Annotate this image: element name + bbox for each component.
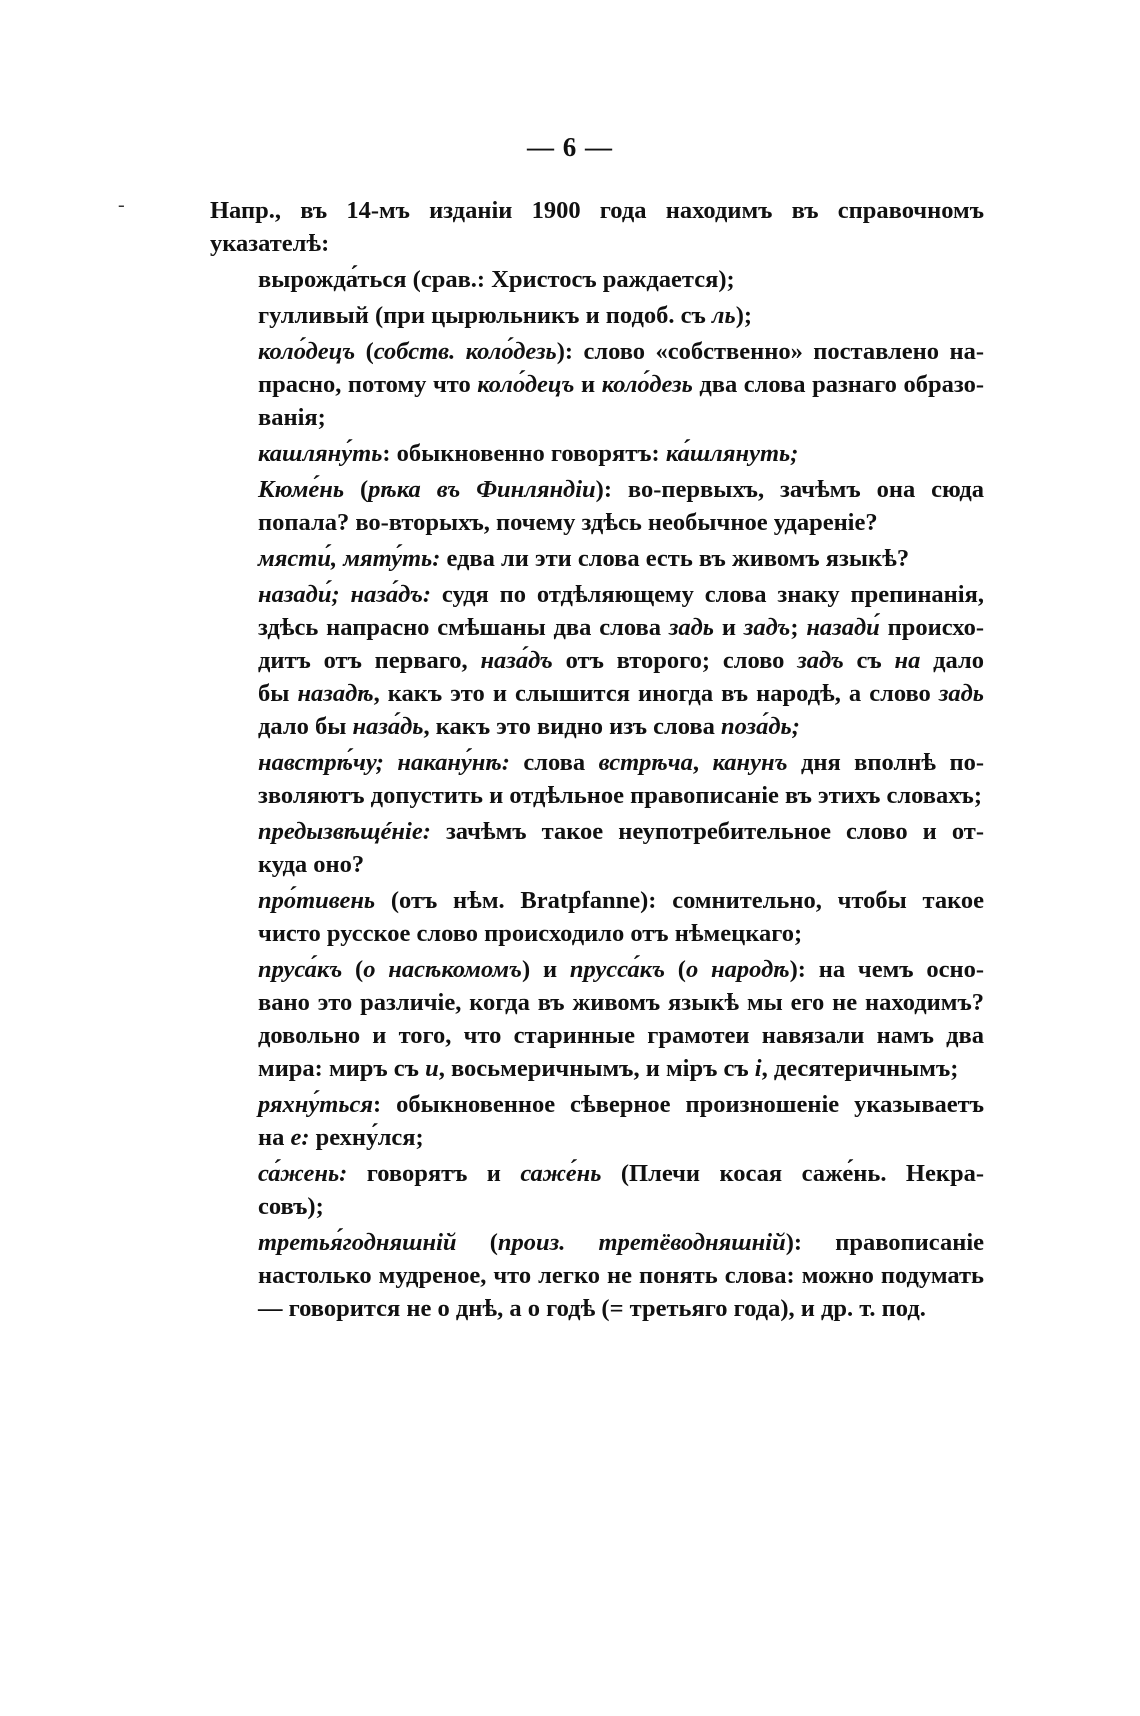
entry-text: мира: миръ съ xyxy=(258,1055,426,1082)
entry-text: здѣсь напрасно смѣшаны два слова xyxy=(258,614,669,641)
dictionary-entry xyxy=(210,1157,984,1223)
entry-line xyxy=(210,1121,984,1154)
entry-word: и xyxy=(425,1055,439,1082)
entry-line xyxy=(210,1226,984,1259)
entry-word: задъ xyxy=(743,614,791,641)
entry-text: прасно, потому что xyxy=(258,371,478,398)
entry-text: и xyxy=(713,614,744,641)
entry-line xyxy=(210,437,984,470)
entry-word: коло́децъ xyxy=(258,338,356,365)
entry-line xyxy=(210,710,984,743)
dictionary-entry xyxy=(210,953,984,1085)
entry-text: вано это различіе, когда въ живомъ языкѣ мы его не находимъ? xyxy=(258,989,984,1016)
entry-text: — говорится не о днѣ, а о годѣ (= третьяго года), и др. т. под. xyxy=(258,1295,926,1322)
entry-line xyxy=(210,1292,984,1325)
entry-word: назади́; наза́дъ: xyxy=(258,581,432,608)
entry-word: коло́дезь xyxy=(601,371,693,398)
entry-text: зачѣмъ такое неупотребительное слово и от- xyxy=(430,818,984,845)
entry-word: ряхну́ться xyxy=(258,1091,374,1118)
entry-text: происхо- xyxy=(879,614,984,641)
entry-text: (отъ нѣм. Bratpfanne): сомнительно, чтобы такое xyxy=(375,887,984,914)
entry-text: ( xyxy=(355,338,374,365)
entry-word: наза́дь xyxy=(352,713,424,740)
entry-line xyxy=(210,917,984,950)
intro-paragraph xyxy=(210,194,984,260)
entry-word: задъ xyxy=(797,647,844,674)
entry-word: произ. третёводняшній xyxy=(497,1229,786,1256)
entry-text: ) и xyxy=(521,956,570,983)
entry-text: (при цырюльникъ и подоб. съ xyxy=(368,302,712,329)
entry-word: про́тивень xyxy=(258,887,376,914)
entry-word: третья́годняшній xyxy=(258,1229,457,1256)
entry-text: ): на чемъ осно- xyxy=(789,956,985,983)
entry-text: ( xyxy=(344,476,369,503)
entry-word: о насѣкомомъ xyxy=(363,956,522,983)
entry-italic: ль xyxy=(711,302,736,329)
dictionary-entry xyxy=(210,746,984,812)
entry-word: поза́дь; xyxy=(721,713,800,740)
entry-line xyxy=(210,884,984,917)
dictionary-entry xyxy=(210,884,984,950)
entry-line xyxy=(210,1052,984,1085)
entry-word: Кюме́нь xyxy=(258,476,345,503)
entry-line xyxy=(210,578,984,611)
entry-text: на xyxy=(258,1124,291,1151)
entry-text: ( xyxy=(665,956,686,983)
entry-text: (срав.: Христосъ раждается); xyxy=(406,266,735,293)
entry-word: са́жень: xyxy=(258,1160,348,1187)
entry-text: совъ); xyxy=(258,1193,324,1220)
dictionary-entry xyxy=(210,1088,984,1154)
entry-word: саже́нь xyxy=(520,1160,602,1187)
entry-text: дня вполнѣ по- xyxy=(787,749,984,776)
dictionary-entry xyxy=(210,335,984,434)
entry-text: два слова разнаго образо- xyxy=(692,371,984,398)
entry-word: прусса́къ xyxy=(569,956,665,983)
entry-line xyxy=(210,368,984,401)
margin-mark: - xyxy=(118,194,125,216)
page-text xyxy=(210,194,984,1328)
dictionary-entry xyxy=(210,1226,984,1325)
entry-text: судя по отдѣляющему слова знаку препинанія, xyxy=(431,581,984,608)
rich-entries xyxy=(210,335,984,1325)
entry-text: ); xyxy=(735,302,753,329)
intro-line: Напр., въ 14-мъ изданіи 1900 года находимъ въ справочномъ xyxy=(210,197,984,224)
dictionary-entry xyxy=(210,815,984,881)
dictionary-entry xyxy=(210,263,984,296)
entry-text: ; xyxy=(790,614,807,641)
entry-text: ( xyxy=(456,1229,498,1256)
entry-line xyxy=(210,611,984,644)
entry-line xyxy=(210,1259,984,1292)
entry-word: наза́дъ xyxy=(480,647,553,674)
entry-text: ( xyxy=(342,956,364,983)
entry-text: , десятеричнымъ; xyxy=(761,1055,959,1082)
entry-text: , восьмеричнымъ, и міръ съ xyxy=(438,1055,755,1082)
entry-text: зволяютъ допустить и отдѣльное правописаніе въ этихъ словахъ; xyxy=(258,782,982,809)
entry-word: канунъ xyxy=(712,749,788,776)
entry-word: мясти́, мяту́ть: xyxy=(258,545,441,572)
entry-text: дитъ отъ перваго, xyxy=(258,647,481,674)
entry-text: , какъ это и слышится иногда въ народѣ, а слово xyxy=(373,680,939,707)
entry-line xyxy=(210,506,984,539)
entry-text: и xyxy=(574,371,602,398)
page-number: — 6 — xyxy=(527,132,613,162)
entry-word: е: xyxy=(290,1124,310,1151)
entry-word: ка́шлянуть; xyxy=(665,440,799,467)
entry-text: отъ второго; слово xyxy=(552,647,798,674)
entry-text: , какъ это видно изъ слова xyxy=(423,713,721,740)
entry-word: назади́ xyxy=(806,614,880,641)
entry-word: рѣка въ Финляндіи xyxy=(368,476,596,503)
entry-text: : обыкновенно говорятъ: xyxy=(382,440,666,467)
entry-line xyxy=(210,1019,984,1052)
entry-text: настолько мудреное, что легко не понять слова: можно подумать xyxy=(258,1262,984,1289)
intro-line: указателѣ: xyxy=(210,230,330,257)
entry-text: куда оно? xyxy=(258,851,365,878)
entry-line xyxy=(210,1157,984,1190)
entry-text: съ xyxy=(843,647,895,674)
entry-text: дало бы xyxy=(258,713,353,740)
entry-word: собств. коло́дезь xyxy=(373,338,557,365)
entry-line xyxy=(210,677,984,710)
entry-word: навстрѣ́чу; накану́нѣ: xyxy=(258,749,510,776)
entry-text: бы xyxy=(258,680,298,707)
entry-line xyxy=(210,986,984,1019)
entry-text: чисто русское слово происходило отъ нѣмецкаго; xyxy=(258,920,803,947)
entry-line xyxy=(210,644,984,677)
entry-line xyxy=(210,779,984,812)
entry-word: коло́децъ xyxy=(477,371,575,398)
entry-word: кашляну́ть xyxy=(258,440,383,467)
entry-line xyxy=(210,542,984,575)
entry-text: ): во-первыхъ, зачѣмъ она сюда xyxy=(595,476,984,503)
entry-line xyxy=(210,335,984,368)
entry-word: пруса́къ xyxy=(258,956,343,983)
entry-text: дало xyxy=(920,647,985,674)
entry-text: ванія; xyxy=(258,404,326,431)
entry-word: назадѣ xyxy=(297,680,374,707)
entry-text: рехну́лся; xyxy=(309,1124,424,1151)
entry-line xyxy=(210,1088,984,1121)
entry-line xyxy=(210,953,984,986)
entry-text: ): слово «собственно» поставлено на- xyxy=(556,338,984,365)
entry-word: на xyxy=(894,647,921,674)
dictionary-entry xyxy=(210,299,984,332)
dictionary-entry xyxy=(210,578,984,743)
entry-text: едва ли эти слова есть въ живомъ языкѣ? xyxy=(440,545,910,572)
entry-word: встрѣча xyxy=(598,749,693,776)
dictionary-entry xyxy=(210,473,984,539)
entry-line xyxy=(210,1190,984,1223)
entry-text: говорятъ и xyxy=(347,1160,521,1187)
entry-text: попала? во-вторыхъ, почему здѣсь необычное удареніе? xyxy=(258,509,878,536)
entry-word: задь xyxy=(668,614,714,641)
entry-text: , xyxy=(692,749,713,776)
entry-word: о народѣ xyxy=(685,956,790,983)
entry-line xyxy=(210,815,984,848)
entry-text: : обыкновенное сѣверное произношеніе указываетъ xyxy=(373,1091,984,1118)
entry-text: ): правописаніе xyxy=(785,1229,984,1256)
entry-line xyxy=(210,401,984,434)
entry-line xyxy=(210,848,984,881)
entry-text: (Плечи косая саже́нь. Некра- xyxy=(601,1160,984,1187)
entry-line xyxy=(210,473,984,506)
entry-line xyxy=(210,746,984,779)
entry-word: гулливый xyxy=(258,302,369,329)
dictionary-entry xyxy=(210,437,984,470)
dictionary-entry xyxy=(210,542,984,575)
entry-word: предызвѣщéніе: xyxy=(258,818,431,845)
entry-text: довольно и того, что старинные грамотеи навязали намъ два xyxy=(258,1022,984,1049)
entry-word: задь xyxy=(938,680,984,707)
entry-text: слова xyxy=(509,749,599,776)
entry-word: і xyxy=(754,1055,762,1082)
entry-word: вырожда́ться xyxy=(258,266,407,293)
